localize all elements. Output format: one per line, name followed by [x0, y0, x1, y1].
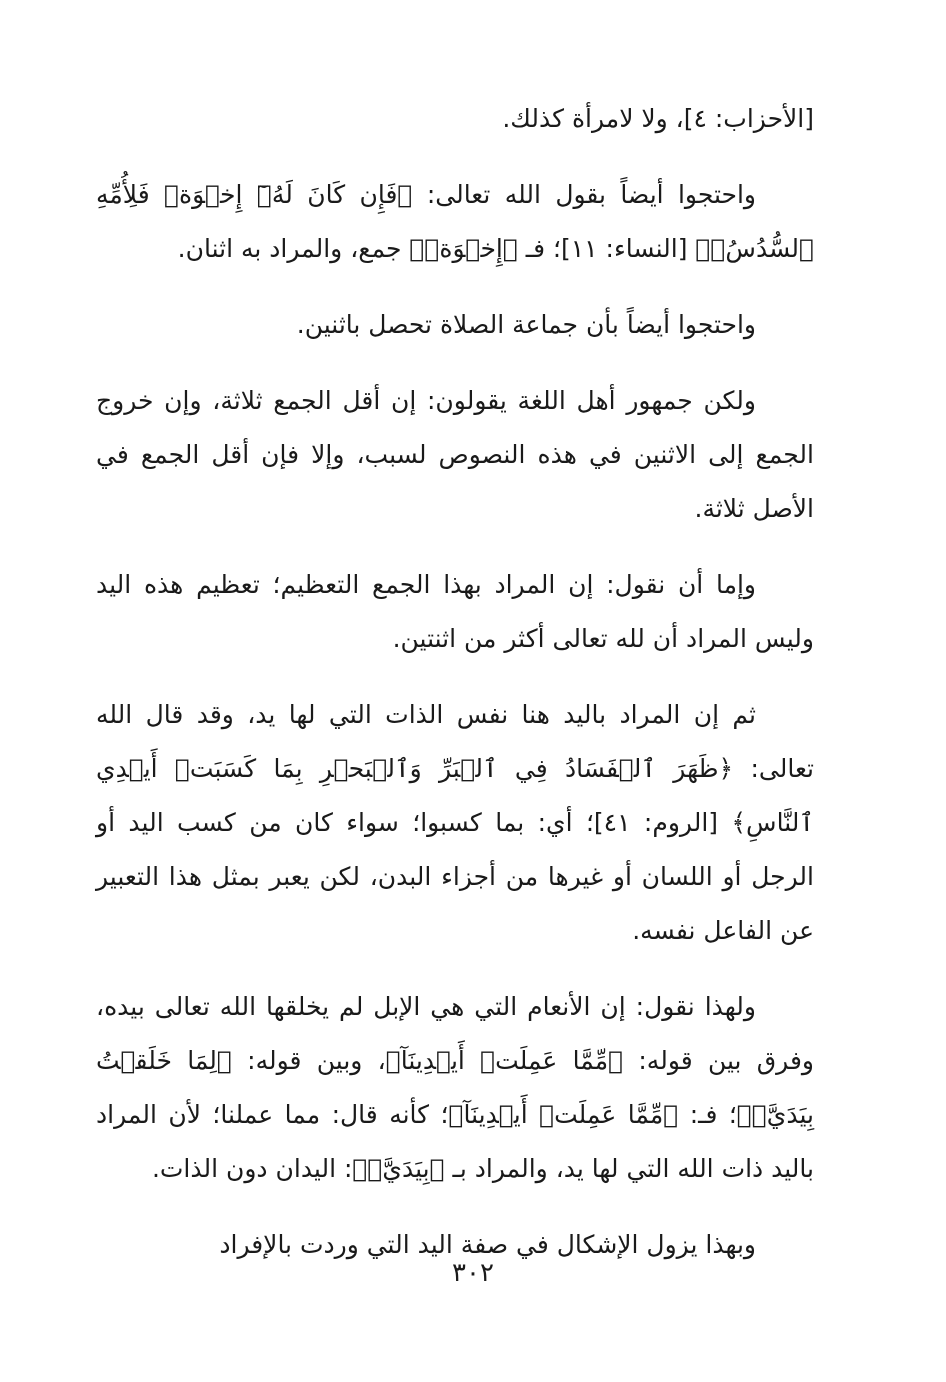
- paragraph-5: وإما أن نقول: إن المراد بهذا الجمع التعظيم؛ تعظيم هذه اليد وليس المراد أن لله تعالى أكثر من اثنتين.: [96, 570, 814, 653]
- page-number: ٣٠٢: [452, 1258, 494, 1288]
- paragraph-6: ثم إن المراد باليد هنا نفس الذات التي لها يد، وقد قال الله تعالى: ﴿ظَهَرَ ٱلۡفَسَادُ فِي ٱلۡبَرِّ وَٱلۡبَحۡرِ بِمَا كَسَبَتۡ أَيۡدِي ٱلنَّاسِ﴾ [الروم: ٤١]؛ أي: بما كسبوا؛ سواء كان من كسب اليد أو الرجل أو اللسان أو غيرها من أجزاء البدن، لكن يعبر بمثل هذا التعبير عن الفاعل نفسه.: [96, 700, 815, 945]
- paragraph-3: واحتجوا أيضاً بأن جماعة الصلاة تحصل باثنين.: [296, 310, 756, 339]
- paragraph-7: ولهذا نقول: إن الأنعام التي هي الإبل لم يخلقها الله تعالى بيده، وفرق بين قوله: ﴿مِّمَّا عَمِلَتۡ أَيۡدِينَآ﴾، وبين قوله: ﴿لِمَا خَلَقۡتُ بِيَدَيَّۖ﴾؛ فـ: ﴿مِّمَّا عَمِلَتۡ أَيۡدِينَآ﴾؛ كأنه قال: مما عملنا؛ لأن المراد باليد ذات الله التي لها يد، والمراد بـ ﴿بِيَدَيَّۖ﴾: اليدان دون الذات.: [96, 992, 814, 1183]
- page-body: [96, 92, 814, 1294]
- paragraph-8: وبهذا يزول الإشكال في صفة اليد التي وردت بالإفراد: [219, 1230, 756, 1259]
- paragraph-4: ولكن جمهور أهل اللغة يقولون: إن أقل الجمع ثلاثة، وإن خروج الجمع إلى الاثنين في هذه النصوص لسبب، وإلا فإن أقل الجمع في الأصل ثلاثة.: [96, 386, 814, 523]
- paragraph-1: [الأحزاب: ٤]، ولا لامرأة كذلك.: [502, 104, 814, 133]
- paragraph-2: واحتجوا أيضاً بقول الله تعالى: ﴿فَإِن كَانَ لَهُۥٓ إِخۡوَةٞ فَلِأُمِّهِ ٱلسُّدُسُۚ﴾ [النساء: ١١]؛ فـ ﴿إِخۡوَةٞ﴾ جمع، والمراد به اثنان.: [96, 180, 814, 263]
